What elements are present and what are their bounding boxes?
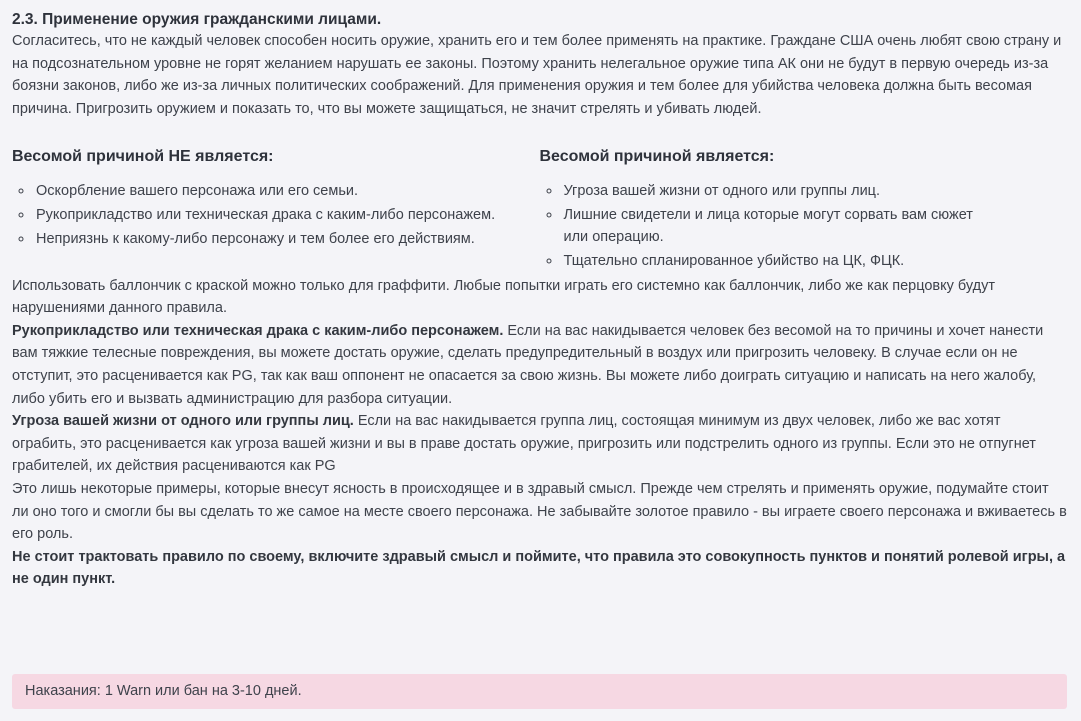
intro-paragraph: Согласитесь, что не каждый человек способен носить оружие, хранить его и тем более применять на практике. Граждане США очень любят свою страну и на подсознательном уровне не горят желанием нарушать ее законы. Поэтому хранить нелегальное оружие типа АК они не будут в первую очередь из-за боязни законов, либо же из-за личных политических соображений. Для применения оружия и тем более для убийства человека должна быть весомая причина. Пригрозить оружием и показать то, что вы можете защищаться, не значит стрелять и убивать людей.: [12, 33, 1062, 117]
section-title: 2.3. Применение оружия гражданскими лицами.: [12, 11, 382, 28]
fistfight-paragraph: [12, 320, 1067, 410]
valid-reasons-column: [540, 147, 1068, 275]
not-valid-reasons-list: [12, 180, 540, 250]
punishment-alert: [12, 674, 1067, 709]
life-threat-paragraph-text: Если на вас накидывается группа лиц, состоящая минимум из двух человек, либо же вас хотят ограбить, это расценивается как угроза вашей жизни и вы в праве достать оружие, пригрозить или подстрелить одного из группы. Если это не отпугнет грабителей, их действия расцениваются как PG: [12, 413, 1036, 475]
list-item: ◦ Рукоприкладство или техническая драка с каким-либо персонажем.: [34, 204, 540, 226]
list-item: ◦ Угроза вашей жизни от одного или группы лиц.: [562, 180, 988, 202]
list-item: ◦ Неприязнь к какому-либо персонажу и тем более его действиям.: [34, 228, 540, 250]
not-valid-reasons-heading: Весомой причиной НЕ является:: [12, 147, 274, 165]
final-note-paragraph: Не стоит трактовать правило по своему, включите здравый смысл и поймите, что правила это совокупность пунктов и понятий ролевой игры, а не один пункт.: [12, 548, 1066, 588]
punishment-alert-text: Наказания: 1 Warn или бан на 3-10 дней.: [25, 683, 302, 700]
list-item: ◦ Лишние свидетели и лица которые могут сорвать вам сюжет или операцию.: [562, 204, 988, 248]
not-valid-reasons-column: [12, 147, 540, 275]
valid-reasons-list: [540, 180, 988, 272]
reasons-columns: [12, 147, 1067, 275]
valid-reasons-heading: Весомой причиной является:: [539, 147, 775, 165]
examples-paragraph: Это лишь некоторые примеры, которые внесут ясность в происходящее и в здравый смысл. Прежде чем стрелять и применять оружие, подумайте стоит ли оно того и смогли бы вы сделать то же самое на месте своего персонажа. Не забывайте золотое правило - вы играете своего персонажа и вживаетесь в его роль.: [12, 480, 1067, 543]
fistfight-paragraph-lead: Рукоприкладство или техническая драка с каким-либо персонажем.: [12, 322, 504, 339]
list-item: ◦ Тщательно спланированное убийство на ЦК, ФЦК.: [562, 250, 988, 272]
life-threat-paragraph-lead: Угроза вашей жизни от одного или группы лиц.: [12, 413, 354, 430]
fistfight-paragraph-text: Если на вас накидывается человек без весомой на то причины и хочет нанести вам тяжкие телесные повреждения, вы можете достать оружие, сделать предупредительный в воздух или пригрозить человеку. В случае если он не отступит, это расценивается как PG, так как ваш оппонент не опасается за свою жизнь. Вы можете либо доиграть ситуацию и написать на него жалобу, либо убить его и вызвать администрацию для разбора ситуации.: [12, 322, 1044, 407]
spray-paint-paragraph: Использовать баллончик с краской можно только для граффити. Любые попытки играть его системно как баллончик, либо же как перцовку будут нарушениями данного правила.: [12, 277, 995, 317]
list-item: ◦ Оскорбление вашего персонажа или его семьи.: [34, 180, 540, 202]
life-threat-paragraph: [12, 410, 1067, 478]
